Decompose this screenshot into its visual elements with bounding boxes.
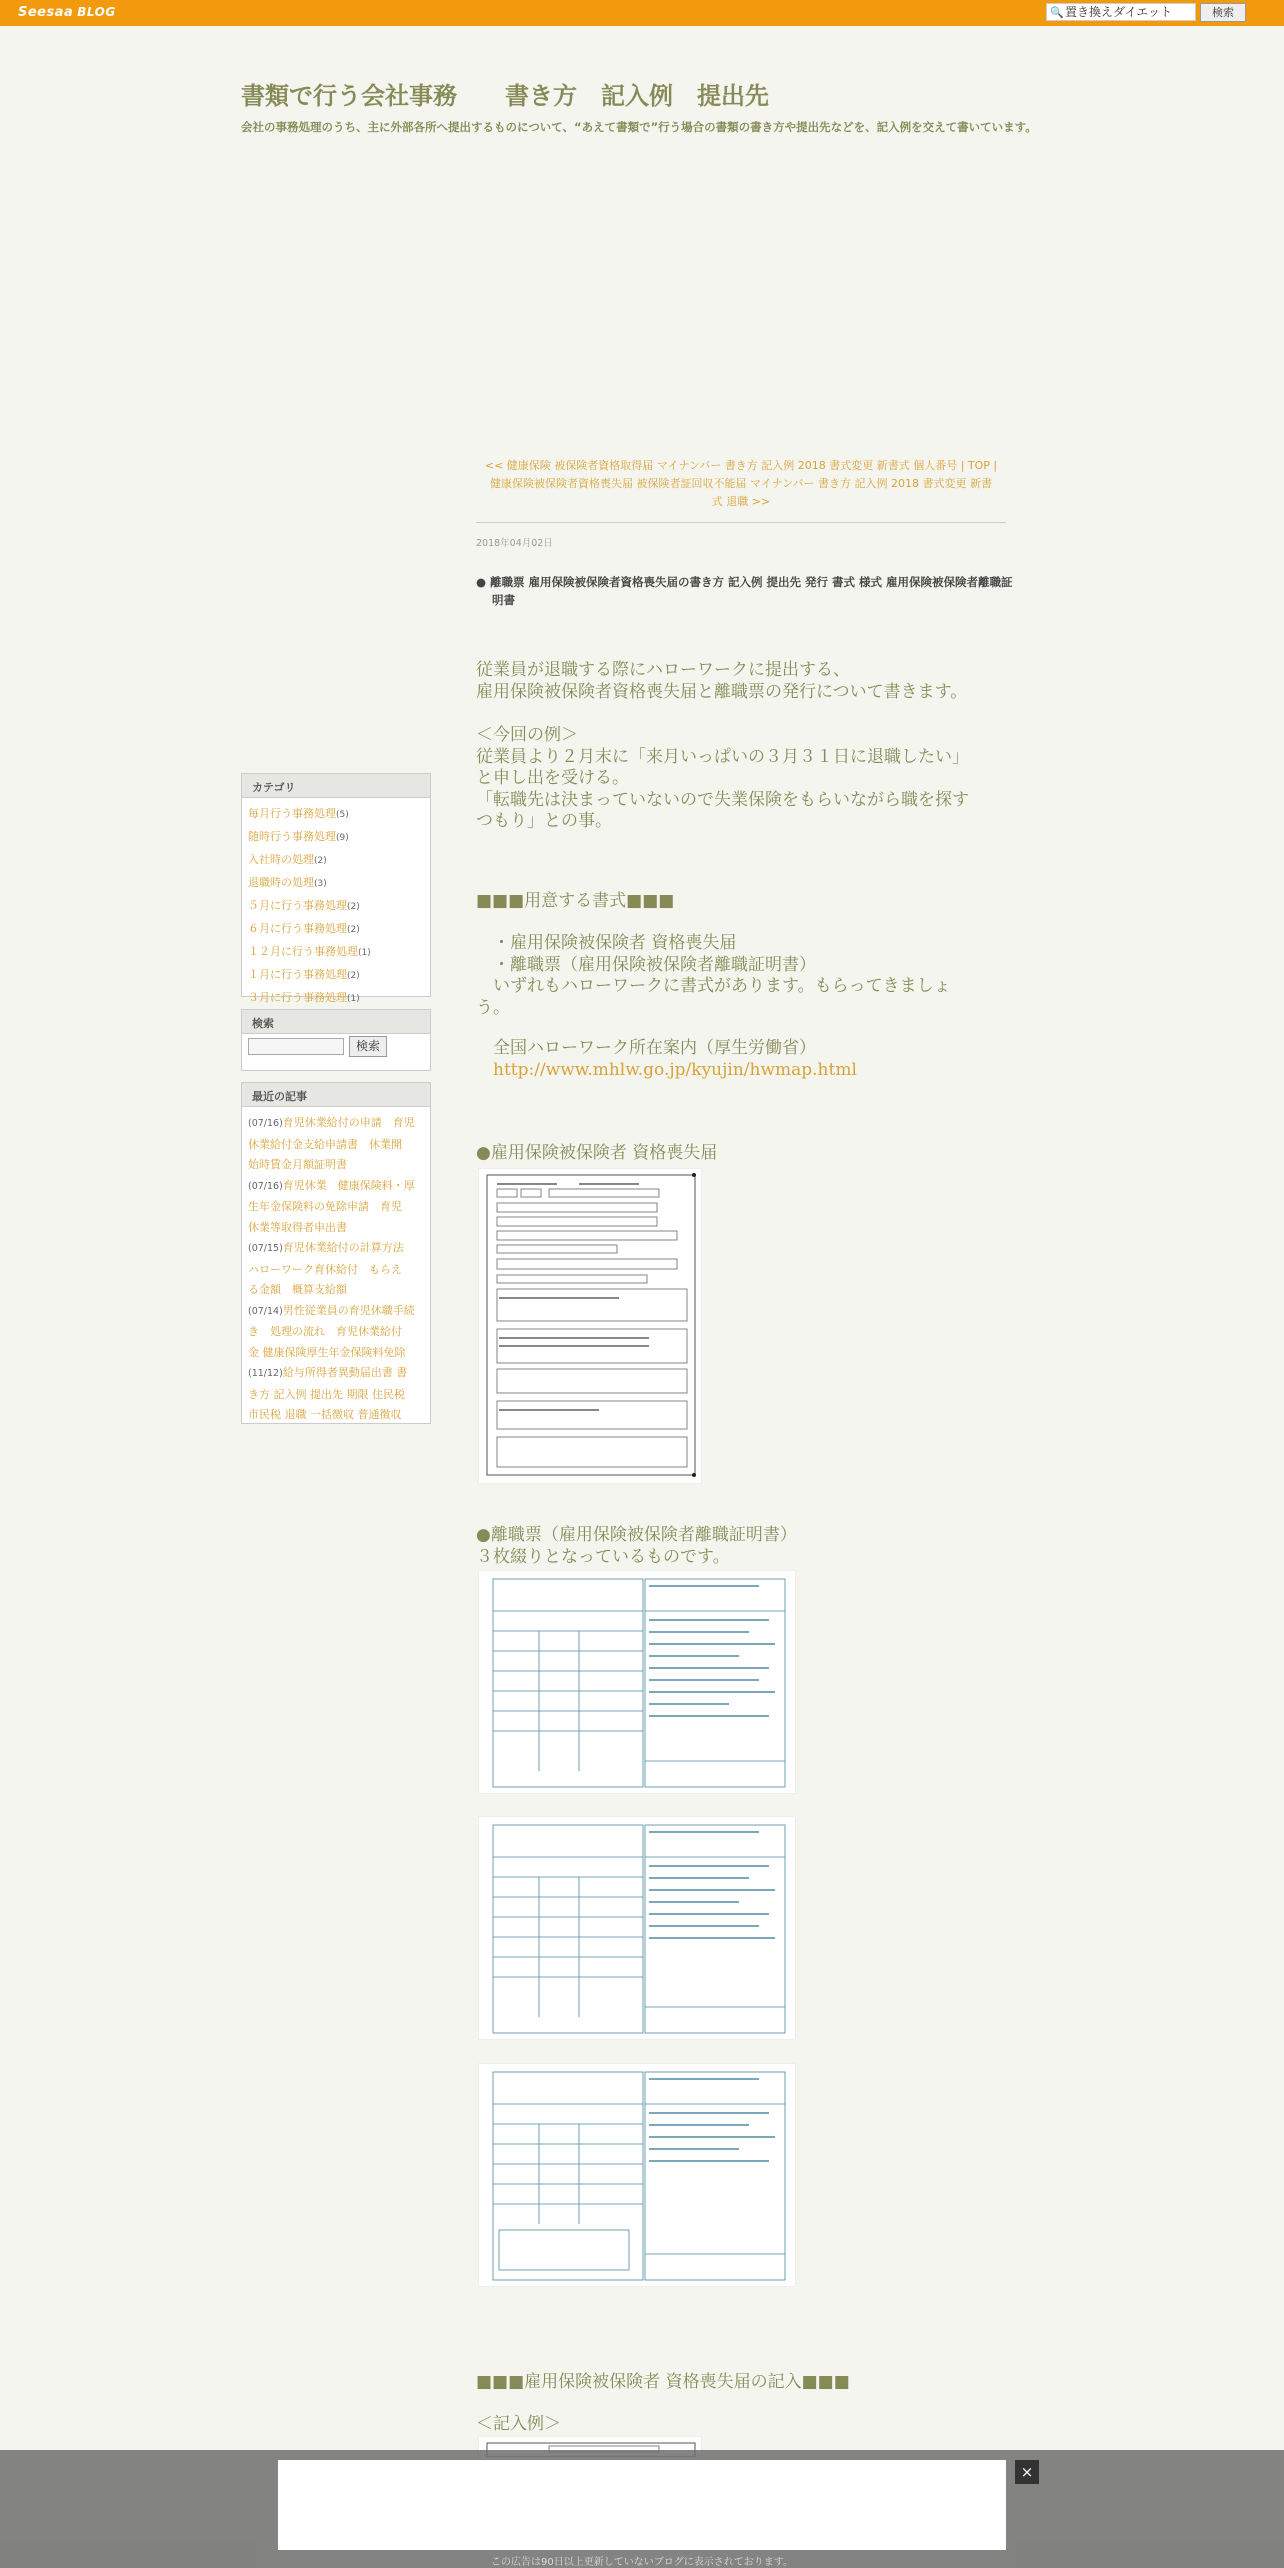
loss-form-heading: ●雇用保険被保険者 資格喪失届 <box>476 1143 718 1163</box>
recent-post-line[interactable]: (07/16)育児休業給付の申請 育児 <box>248 1116 415 1129</box>
recent-posts-title: 最近の記事 <box>242 1083 430 1107</box>
category-item[interactable]: １月に行う事務処理(2) <box>248 968 360 981</box>
recent-posts-box <box>241 1082 431 1424</box>
categories-list <box>242 798 430 1018</box>
category-item[interactable]: ３月に行う事務処理(1) <box>248 991 360 1004</box>
hellowork-link[interactable]: http://www.mhlw.go.jp/kyujin/hwmap.html <box>493 1059 857 1080</box>
forms-heading: ■■■用意する書式■■■ <box>476 891 675 911</box>
sidebar-search-button[interactable]: 検索 <box>349 1036 387 1057</box>
category-item[interactable]: 随時行う事務処理(9) <box>248 830 349 843</box>
fill-heading: ■■■雇用保険被保険者 資格喪失届の記入■■■ <box>476 2372 850 2392</box>
close-icon[interactable]: × <box>1015 2460 1039 2484</box>
logo-main: Seesaa <box>18 5 74 20</box>
recent-post-line[interactable]: (11/12)給与所得者異動届出書 書 <box>248 1366 408 1379</box>
post-intro: 従業員が退職する際にハローワークに提出する、 雇用保険被保険者資格喪失届と離職票の発行について書きます。 <box>476 660 968 702</box>
top-search-button[interactable]: 検索 <box>1200 3 1246 22</box>
category-item[interactable]: 入社時の処理(2) <box>248 853 327 866</box>
recent-post-line[interactable]: き 処理の流れ 育児休業給付 <box>248 1325 402 1338</box>
divider <box>476 522 1006 523</box>
recent-post-line[interactable]: 生年金保険料の免除申請 育児 <box>248 1200 402 1213</box>
nav-prev-link[interactable]: << 健康保険 被保険者資格取得届 マイナンバー 書き方 記入例 2018 書式変更 新書式 個人番号 | TOP | <box>484 459 998 472</box>
nav-next-link[interactable]: 健康保険被保険者資格喪失届 被保険者証回収不能届 マイナンバー 書き方 記入例 2018 書式変更 新書 <box>490 477 992 490</box>
post-title: ● 離職票 雇用保険被保険者資格喪失届の書き方 記入例 提出先 発行 書式 様式 雇用保険被保険者離職証明書 <box>476 575 1013 607</box>
category-item[interactable]: １２月に行う事務処理(1) <box>248 945 371 958</box>
top-search-input[interactable] <box>1046 3 1196 21</box>
loss-form-image[interactable] <box>478 1168 702 1484</box>
rishoku-heading-block: ●離職票（雇用保険被保険者離職証明書） ３枚綴りとなっているものです。 <box>476 1525 797 1567</box>
recent-posts-list <box>242 1107 430 1432</box>
recent-post-line[interactable]: (07/15)育児休業給付の計算方法 <box>248 1241 404 1254</box>
recent-post-line[interactable]: き方 記入例 提出先 期限 住民税 <box>248 1387 405 1401</box>
post-date: 2018年04月02日 <box>476 538 553 549</box>
ad-notice: この広告は90日以上更新していないブログに表示されております。 <box>491 2557 793 2568</box>
category-item[interactable]: 退職時の処理(3) <box>248 876 327 889</box>
top-bar <box>0 0 1284 26</box>
seesaa-blog-logo[interactable] <box>18 5 116 20</box>
recent-post-line[interactable]: (07/16)育児休業 健康保険料・厚 <box>248 1178 415 1192</box>
recent-post-line[interactable]: 市民税 退職 一括徴収 普通徴収 <box>248 1408 402 1421</box>
rishoku-form-image-3[interactable] <box>478 2063 796 2287</box>
recent-post-line[interactable]: る金額 概算支給額 <box>248 1283 347 1296</box>
ad-slot[interactable] <box>278 2460 1006 2550</box>
post-case: ＜今回の例＞ 従業員より２月末に「来月いっぱいの３月３１日に退職したい」 と申し出を受ける。 「転職先は決まっていないので失業保険をもらいながら職を探す つもり」との事。 <box>476 725 969 831</box>
fill-example-label: ＜記入例＞ <box>476 2414 561 2434</box>
recent-post-line[interactable]: 金 健康保険厚生年金保険料免除 <box>248 1345 406 1359</box>
search-icon: 🔍 <box>1050 6 1064 19</box>
blog-description: 会社の事務処理のうち、主に外部各所へ提出するものについて、“あえて書類で”行う場合の書類の書き方や提出先などを、記入例を交えて書いています。 <box>241 120 1037 134</box>
forms-list: ・雇用保険被保険者 資格喪失届 ・離職票（雇用保険被保険者離職証明書） いずれもハローワークに書式があります。もらってきましょ う。 <box>476 933 951 1018</box>
category-item[interactable]: ５月に行う事務処理(2) <box>248 899 360 912</box>
sidebar-search-box <box>241 1009 431 1071</box>
nav-next-link-cont[interactable]: 式 退職 >> <box>711 495 771 508</box>
sidebar-search-title: 検索 <box>242 1010 430 1034</box>
recent-post-line[interactable]: ハローワーク育休給付 もらえ <box>248 1262 402 1276</box>
recent-post-line[interactable]: 休業給付金支給申請書 休業開 <box>248 1137 402 1151</box>
bottom-ad-overlay <box>0 2450 1284 2568</box>
post-navigation <box>476 457 1006 511</box>
rishoku-form-image-1[interactable] <box>478 1570 796 1794</box>
hellowork-label: 全国ハローワーク所在案内（厚生労働省） <box>476 1038 816 1058</box>
category-item[interactable]: 毎月行う事務処理(5) <box>248 807 349 820</box>
rishoku-form-image-2[interactable] <box>478 1816 796 2040</box>
recent-post-line[interactable]: (07/14)男性従業員の育児休職手続 <box>248 1303 415 1317</box>
recent-post-line[interactable]: 始時賃金月額証明書 <box>248 1158 347 1171</box>
top-search-value: 置き換えダイエット <box>1065 5 1173 19</box>
blog-title[interactable]: 書類で行う会社事務 書き方 記入例 提出先 <box>241 81 769 110</box>
logo-sub: BLOG <box>77 5 116 19</box>
category-item[interactable]: ６月に行う事務処理(2) <box>248 922 360 935</box>
recent-post-line[interactable]: 休業等取得者申出書 <box>248 1220 347 1234</box>
categories-box <box>241 773 431 1004</box>
sidebar-search-input[interactable] <box>248 1038 344 1055</box>
categories-title: カテゴリ <box>242 774 430 798</box>
hellowork-block <box>476 1038 1016 1081</box>
